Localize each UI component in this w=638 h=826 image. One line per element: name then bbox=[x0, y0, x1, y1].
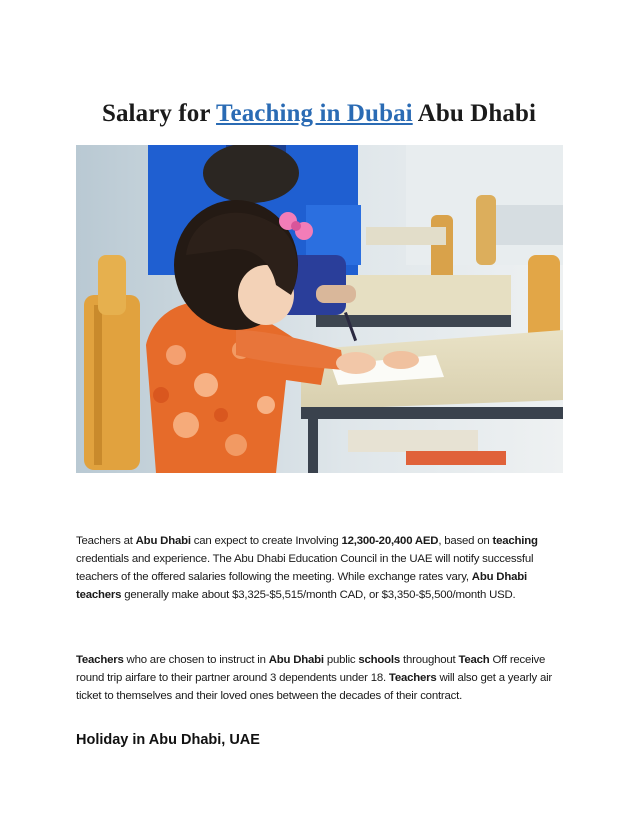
p1-text-1: Teachers at bbox=[76, 535, 133, 547]
benefits-paragraph bbox=[76, 651, 566, 705]
p1-text-3: , based on bbox=[438, 535, 490, 547]
p2-text-1: who are chosen to instruct in bbox=[126, 654, 266, 666]
p1-bold-salary-range: 12,300-20,400 AED bbox=[341, 535, 439, 547]
p1-text-2: can expect to create Involving bbox=[193, 535, 339, 547]
p2-bold-teachers: Teachers bbox=[76, 654, 124, 666]
title-prefix: Salary for bbox=[101, 100, 211, 127]
p2-text-4: Off receive round trip airfare to their partner around 3 dependents under 18. bbox=[76, 654, 546, 684]
p1-bold-teaching: teaching bbox=[492, 535, 538, 547]
p2-bold-schools: schools bbox=[358, 654, 401, 666]
p1-text-4: credentials and experience. The Abu Dhabi Education Council in the UAE will notify successful teachers of the offered salaries following the meeting. While exchange rates vary, bbox=[76, 553, 534, 583]
p1-bold-abu-dhabi-teachers: Abu Dhabi teachers bbox=[76, 571, 527, 601]
salary-paragraph bbox=[76, 532, 566, 604]
p2-bold-abu-dhabi: Abu Dhabi bbox=[268, 654, 324, 666]
p2-text-2: public bbox=[326, 654, 356, 666]
classroom-photo bbox=[76, 145, 563, 473]
p2-bold-teach: Teach bbox=[458, 654, 490, 666]
classroom-photo-illustration bbox=[76, 145, 563, 473]
title-suffix: Abu Dhabi bbox=[417, 100, 537, 127]
section-heading-holiday: Holiday in Abu Dhabi, UAE bbox=[76, 732, 260, 748]
p1-bold-abu-dhabi: Abu Dhabi bbox=[135, 535, 191, 547]
p1-text-5: generally make about $3,325-$5,515/month CAD, or $3,350-$5,500/month USD. bbox=[124, 589, 516, 601]
page-title bbox=[0, 100, 638, 128]
p2-text-5: will also get a yearly air ticket to themselves and their loved ones between the decades of their contract. bbox=[76, 672, 553, 702]
p2-text-3: throughout bbox=[403, 654, 456, 666]
p2-bold-teachers-2: Teachers bbox=[388, 672, 437, 684]
title-link-teaching-in-dubai[interactable]: Teaching in Dubai bbox=[216, 100, 413, 127]
